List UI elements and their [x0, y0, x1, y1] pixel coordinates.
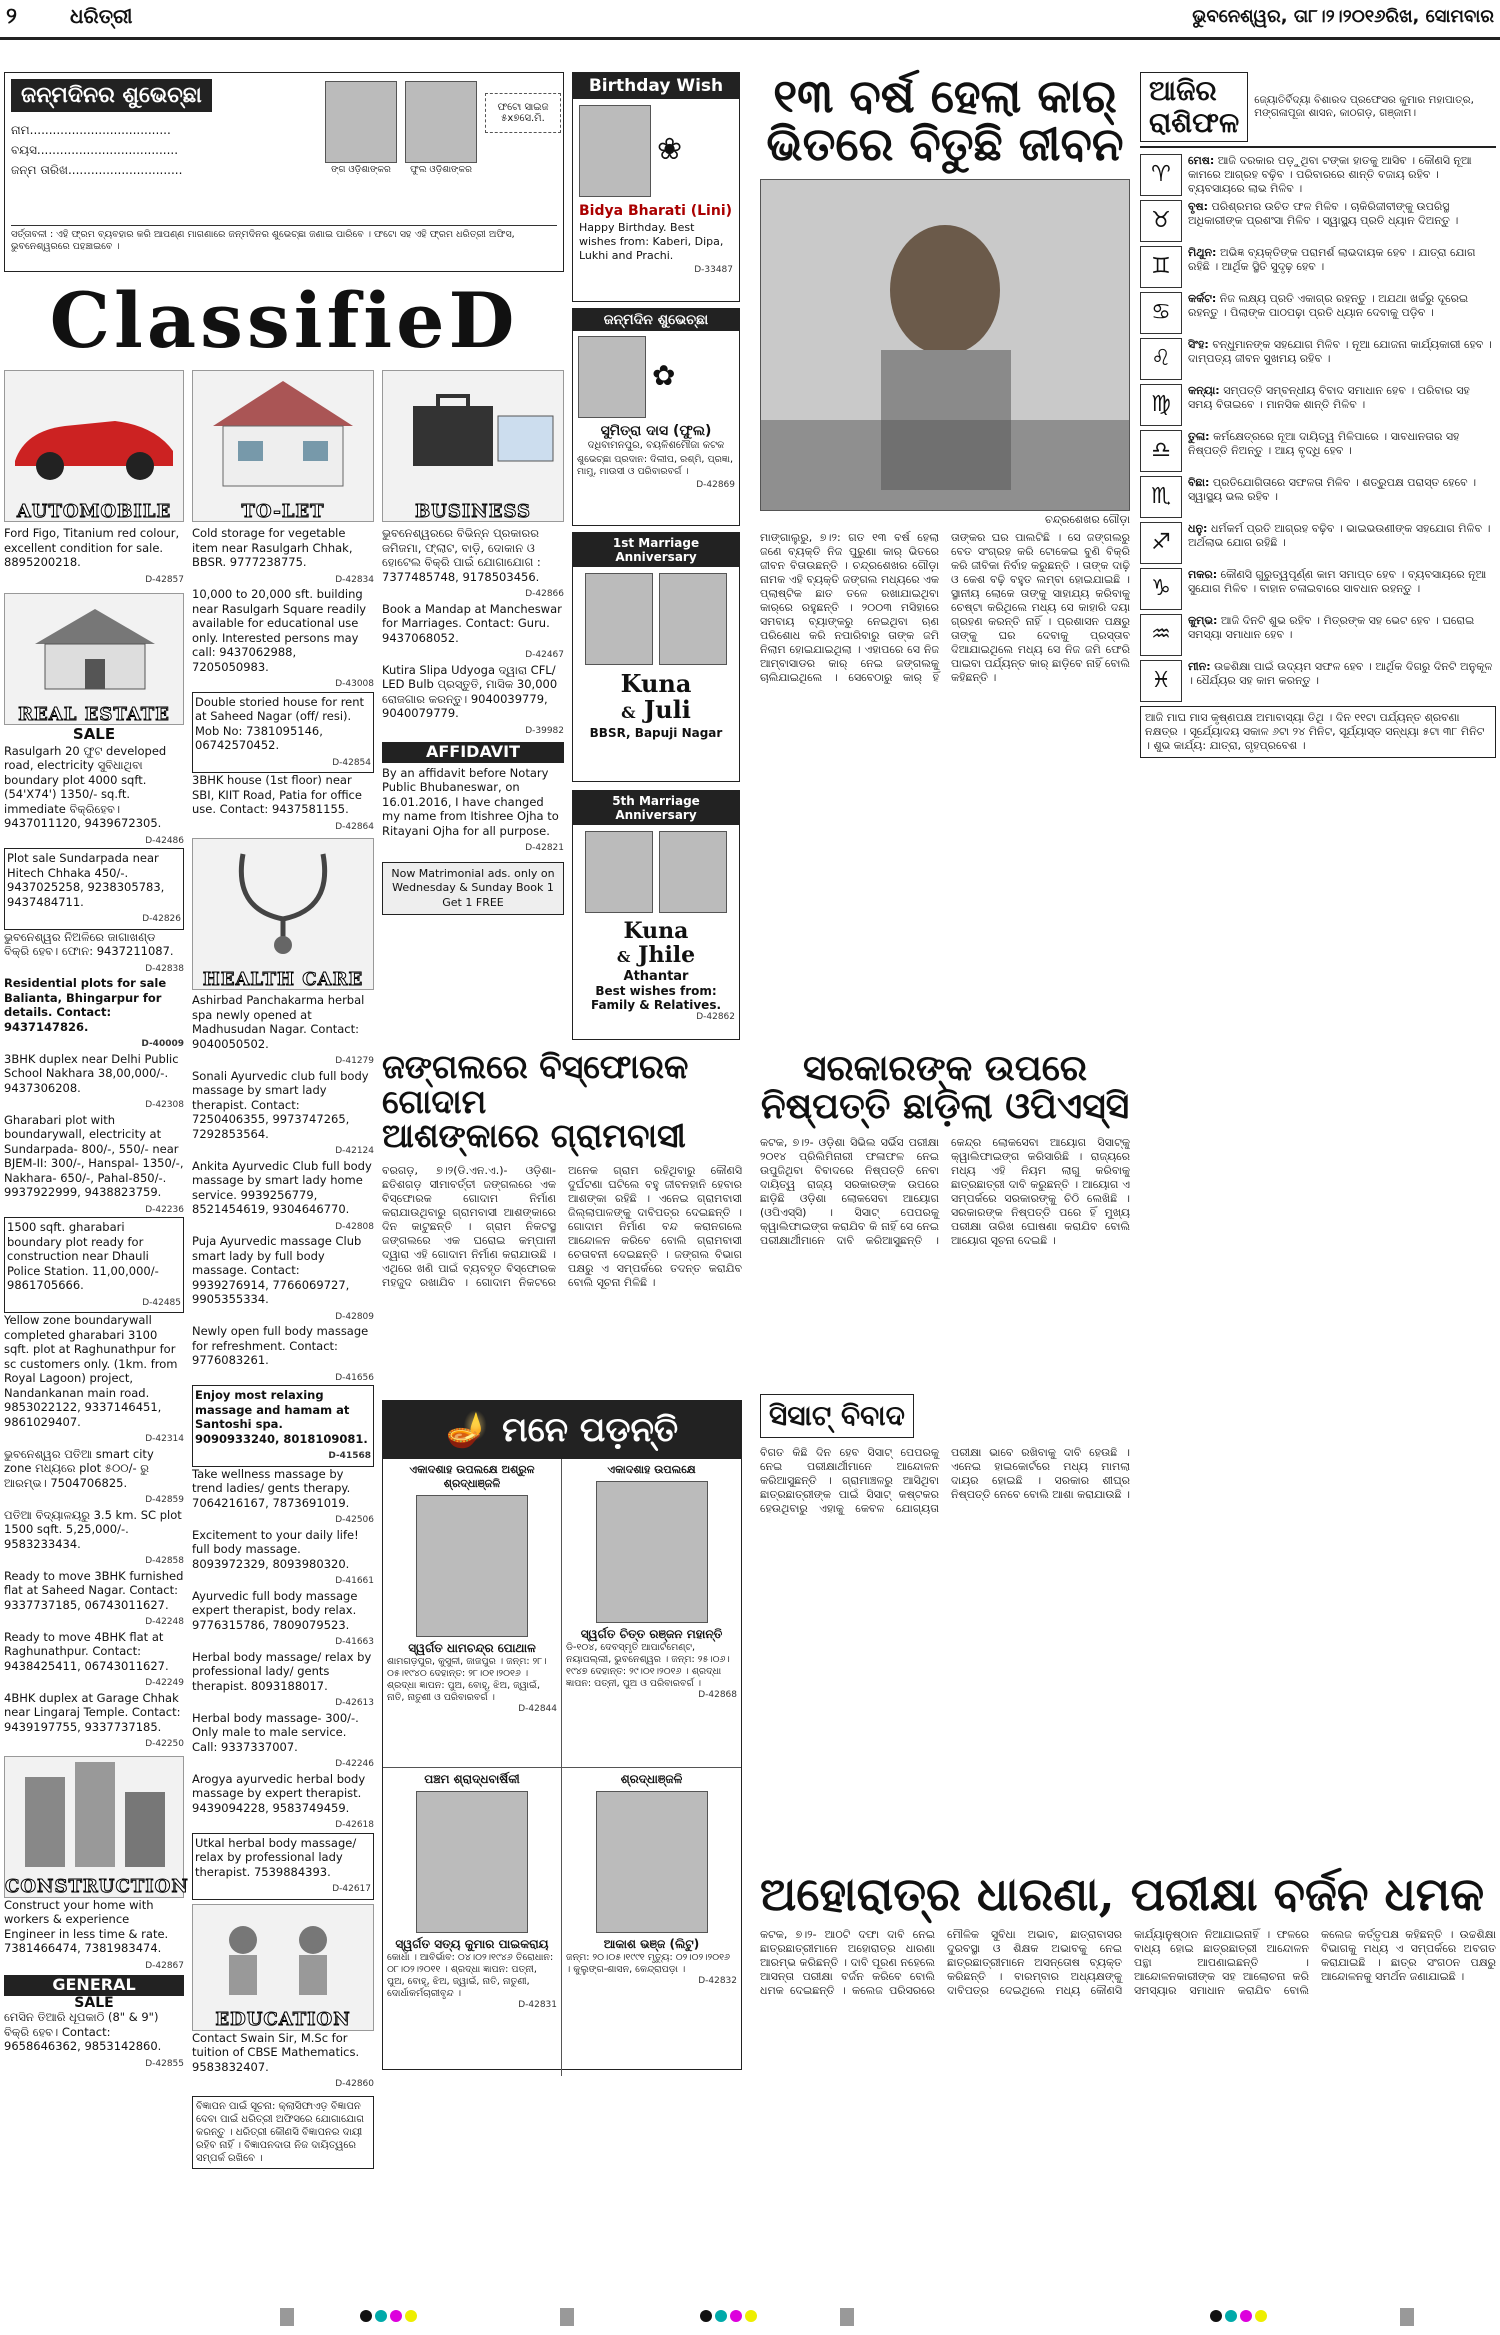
anniversary-1-title: 1st Marriage Anniversary [573, 533, 739, 567]
anniv2-wishes: Best wishes from: Family & Relatives. [590, 984, 722, 1012]
business-label: BUSINESS [414, 500, 532, 522]
anniv1-name-1: Kuna [620, 669, 692, 698]
classified-column-1 [4, 370, 189, 2290]
janmadina-box: ଜନ୍ମଦିନ ଶୁଭେଚ୍ଛା ✿ ସୁମିତ୍ରା ଦାସ (ଫୁଲ) ଦଧିବାମନପୁର, ବୟଳିଶମୌଜା କଟକ ଶୁଭେଚ୍ଛା ପ୍ରଦାନ: ଦିଲୀପ, ରଶ୍ମି, ପ୍ରଜ୍ଞା, ମାମୁ, ମାଉସୀ ଓ ପରିବାରବର୍ଗ । D-42869 [572, 308, 740, 526]
list-item: Kutira Slipa Udyoga ଦ୍ୱାରା CFL/ LED Bulb ପ୍ରସ୍ତୁତି, ମାସିକ 30,000 ରୋଜଗାର କରନ୍ତୁ। 9040039779, 9040079779. D-39982 [382, 662, 564, 736]
list-item: 4BHK duplex at Garage Chhak near Lingaraj Temple. Contact: 9439197755, 9337737185. D-42250 [4, 1690, 184, 1749]
horoscope-sign [1140, 338, 1496, 380]
list-item: Plot sale Sundarpada near Hitech Chhaka 450/-. 9437025258, 9238305783, 9437484711. D-42826 [4, 848, 184, 930]
list-item: Ayurvedic full body massage expert therapist, body relax. 9776315786, 7809079523. D-41663 [192, 1588, 374, 1647]
business-image [382, 370, 564, 522]
list-item: Ready to move 4BHK flat at Raghunathpur. Contact: 9438425411, 06743011627. D-42249 [4, 1629, 184, 1688]
general-heading: GENERAL [4, 1975, 184, 1996]
sign-name: ଧନୁ: [1188, 522, 1208, 535]
story-opsc-headline-2: ନିଷ୍ପତ୍ତି ଛାଡ଼ିଲା ଓପିଏସ୍‌ସି [760, 1084, 1130, 1127]
color-dots [1210, 2310, 1267, 2322]
janmadina-title: ଜନ୍ମଦିନ ଶୁଭେଚ୍ଛା [573, 309, 739, 331]
sign-name: କୁମ୍ଭ: [1188, 614, 1218, 627]
story-car-life [760, 69, 1130, 1032]
matrimonial-note: Now Matrimonial ads. only on Wednesday & Sunday Book 1 Get 1 FREE [382, 862, 564, 916]
janmadina-wishers: ଶୁଭେଚ୍ଛା ପ୍ରଦାନ: ଦିଲୀପ, ରଶ୍ମି, ପ୍ରଜ୍ଞା, ମାମୁ, ମାଉସୀ ଓ ପରିବାରବର୍ଗ । [577, 454, 734, 477]
form-field-dob[interactable]: ଜନ୍ମ ତାରିଖ.............................. [11, 163, 183, 177]
list-item: Arogya ayurvedic herbal body massage by expert therapist. 9439094228, 9583749459. D-42618 [192, 1771, 374, 1830]
sale-heading: SALE [72, 725, 116, 743]
horoscope [1140, 72, 1496, 1552]
horoscope-footer: ଆଜି ମାଘ ମାସ କୃଷ୍ଣପକ୍ଷ ଅମାବାସ୍ୟା ତିଥି । ଦିନ ୧୧ଟା ପର୍ଯ୍ୟନ୍ତ ଶ୍ରବଣା ନକ୍ଷତ୍ର । ସୂର୍ଯ୍ୟୋଦୟ ସକାଳ ୬ଟା ୨୪ ମିନିଟ, ସୂର୍ଯ୍ୟାସ୍ତ ସନ୍ଧ୍ୟା ୫ଟା ୩୮ ମିନିଟ । ଶୁଭ କାର୍ଯ୍ୟ: ଯାତ୍ରା, ଗୃହପ୍ରବେଶ । [1140, 706, 1496, 758]
horoscope-sign [1140, 614, 1496, 656]
sign-text: ଆଜି ଦିନଟି ଶୁଭ ରହିବ । ମିତ୍ରଙ୍କ ସହ ଭେଟ ହେବ । ଘରୋଇ ସମସ୍ୟା ସମାଧାନ ହେବ । [1188, 614, 1475, 641]
classified-column-2 [192, 370, 374, 2290]
construction-label: CONSTRUCTION [5, 1876, 189, 1897]
sign-text: ଆଜି ଦରକାର ପଡ଼ୁଥିବା ଟଙ୍କା ହାତକୁ ଆସିବ । କୌଣସି ନୂଆ କାମରେ ଆଗ୍ରହ ବଢ଼ିବ । ପରିବାରରେ ଶାନ୍ତି ବଜାୟ ରହିବ । ବ୍ୟବସାୟରେ ଲାଭ ମିଳିବ । [1188, 154, 1472, 195]
obituary-card: ଏକାଦଶାହ ଉପଲକ୍ଷେ ଅଶ୍ରୁଳ ଶ୍ରଦ୍ଧାଞ୍ଜଳି ସ୍ୱର୍ଗତ ଧାମଚନ୍ଦ୍ର ପୋଥାଳ ଶାମଗଡ଼ପୁର, କୁସୁଳୀ, ଜାଜପୁର । ଜନ୍ମ: ୨୮।୦୫।୧୯୪୦ ଦେହାନ୍ତ: ୨୮।୦୧।୨୦୧୬ । ଶ୍ରଦ୍ଧା ଜ୍ଞାପନ: ପୁଅ, ବୋହୂ, ଝିଅ, ଜ୍ୱାଇଁ, ନାତି, ନାତୁଣୀ ଓ ପରିବାରବର୍ଗ । D-42844 [383, 1459, 562, 1767]
story-opsc-body-2: ବିଗତ କିଛି ଦିନ ହେବ ସିସାଟ୍ ପେପରକୁ ନେଇ ପରୀକ୍ଷାର୍ଥୀମାନେ ଆନ୍ଦୋଳନ କରିଆସୁଛନ୍ତି । ଗ୍ରାମାଞ୍ଚଳରୁ ଆସିଥିବା ଛାତ୍ରଛାତ୍ରୀଙ୍କ ପାଇଁ ସିସାଟ୍ କଷ୍ଟକର ହେଉଥିବାରୁ ଏହାକୁ କେବଳ ଯୋଗ୍ୟତା ପରୀକ୍ଷା ଭାବେ ରଖିବାକୁ ଦାବି ହେଉଛି । ଏନେଇ ହାଇକୋର୍ଟରେ ମଧ୍ୟ ମାମଲା ଦାୟର ହୋଇଛି । ସରକାର ଶୀଘ୍ର ନିଷ୍ପତ୍ତି ନେବେ ବୋଲି ଆଶା କରାଯାଉଛି । [760, 1445, 1130, 1515]
story-car-photo [760, 179, 1130, 511]
form-field-age[interactable]: ବୟସ..................................... [11, 143, 179, 157]
horoscope-sign [1140, 384, 1496, 426]
list-item: Contact Swain Sir, M.Sc for tuition of CBSE Mathematics. 9583832407. D-42860 [192, 2030, 374, 2089]
sign-name: ମକର: [1188, 568, 1218, 581]
horoscope-sign [1140, 522, 1496, 564]
story-dharana-headline: ଅହୋରାତ୍ର ଧାରଣା, ପରୀକ୍ଷା ବର୍ଜନ ଧମକ [760, 1867, 1485, 1921]
form-photo-2 [405, 81, 477, 163]
general-sale-heading: SALE [74, 1994, 114, 2011]
sign-name: ମେଷ: [1188, 154, 1215, 167]
bride-photo [659, 573, 727, 665]
list-item: ଭୁବନେଶ୍ୱରରେ ବିଭିନ୍ନ ପ୍ରକାରର ଜମିଜମା, ଫ୍ଲାଟ, ବାଡ଼ି, ଦୋକାନ ଓ ହୋଟେଲ ବିକ୍ରି ପାଇଁ ଯୋଗାଯୋଗ : 7377485748, 9178503456. D-42866 [382, 526, 564, 599]
flower-icon: ❀ [657, 132, 683, 167]
car-icon [5, 371, 183, 491]
story-car-body: ମାଙ୍ଗାଲୁରୁ, ୭।୨: ଗତ ୧୩ ବର୍ଷ ହେଲା ଜଣେ ବ୍ୟକ୍ତି ନିଜ ପୁରୁଣା କାର୍ ଭିତରେ ଜୀବନ ବିତାଉଛନ୍ତି । ଚନ୍ଦ୍ରଶେଖର ଗୌଡ଼ା ନାମକ ଏହି ବ୍ୟକ୍ତି ଜଙ୍ଗଲ ମଧ୍ୟରେ ଏକ ପ୍ଲାଷ୍ଟିକ ଛାତ ତଳେ ରଖାଯାଇଥିବା କାର୍‌ରେ ରହୁଛନ୍ତି । ୨୦୦୩ ମସିହାରେ ସମବାୟ ବ୍ୟାଙ୍କରୁ ନେଇଥିବା ଋଣ ପରିଶୋଧ କରି ନପାରିବାରୁ ତାଙ୍କ ଜମି ନିଲାମ ହୋଇଯାଇଥିଲା । ଏହାପରେ ସେ ନିଜ ଆମ୍ବାସାଡର କାର୍ ନେଇ ଜଙ୍ଗଲକୁ ଚାଲିଯାଇଥିଲେ । ସେବେଠାରୁ କାର୍ ହିଁ ତାଙ୍କର ଘର ପାଲଟିଛି । ସେ ଜଙ୍ଗଲରୁ ବେତ ସଂଗ୍ରହ କରି ଟୋକେଇ ବୁଣି ବିକ୍ରି କରି ଜୀବିକା ନିର୍ବାହ କରୁଛନ୍ତି । ତାଙ୍କ ଦାଢ଼ି ଓ କେଶ ବଢ଼ି ବହୁତ ଲମ୍ବା ହୋଇଯାଇଛି । ସ୍ଥାନୀୟ ଲୋକେ ତାଙ୍କୁ ସାହାଯ୍ୟ କରିବାକୁ ଚେଷ୍ଟା କରିଥିଲେ ମଧ୍ୟ ସେ କାହାରି ଦୟା ଗ୍ରହଣ କରନ୍ତି ନାହିଁ । ପ୍ରଶାସନ ପକ୍ଷରୁ ତାଙ୍କୁ ଘର ଦେବାକୁ ପ୍ରସ୍ତାବ ଦିଆଯାଇଥିଲେ ମଧ୍ୟ ସେ ନିଜ ଜମି ଫେରି ପାଇବା ପର୍ଯ୍ୟନ୍ତ କାର୍ ଛାଡ଼ିବେ ନାହିଁ ବୋଲି କହିଛନ୍ତି । [760, 530, 1130, 684]
list-item: Take wellness massage by trend ladies/ gents therapy. 7064216167, 7873691019. D-42506 [192, 1466, 374, 1525]
zodiac-icon: ♉ [1140, 200, 1182, 242]
anniv2-name-2: Jhile [638, 942, 696, 968]
registration-bar [280, 2308, 294, 2326]
man-in-car-icon [761, 180, 1129, 510]
sign-text: ପରିଶ୍ରମର ଉଚିତ ଫଳ ମିଳିବ । ଚାକିରିଜୀବୀଙ୍କୁ ଉପରିସ୍ଥ ଅଧିକାରୀଙ୍କ ପ୍ରଶଂସା ମିଳିବ । ସ୍ୱାସ୍ଥ୍ୟ ପ୍ରତି ଧ୍ୟାନ ଦିଅନ୍ତୁ । [1188, 200, 1459, 227]
obituary-banner: ମନେ ପଡ଼ନ୍ତି [502, 1410, 679, 1450]
zodiac-icon: ♒ [1140, 614, 1182, 656]
education-image [192, 1904, 374, 2031]
sign-name: ମିଥୁନ: [1188, 246, 1217, 259]
form-field-name[interactable]: ନାମ..................................... [11, 123, 171, 137]
registration-bar [560, 2308, 574, 2326]
list-item: By an affidavit before Notary Public Bhubaneswar, on 16.01.2016, I have changed my name from Itishree Ojha to Ritayani Ojha for all purpose. D-42821 [382, 765, 564, 853]
flower-icon: ✿ [652, 359, 676, 392]
affidavit-heading: AFFIDAVIT [382, 742, 564, 763]
page-header [0, 0, 1500, 40]
horoscope-sign [1140, 246, 1496, 288]
birthday-name: Bidya Bharati (Lini) [579, 203, 733, 219]
list-item: Sonali Ayurvedic club full body massage by smart lady therapist. Contact: 7250406355, 9973747265, 7292853564. D-42124 [192, 1068, 374, 1156]
anniv1-amp: & [621, 703, 636, 722]
obituary-photo [596, 1791, 708, 1933]
zodiac-icon: ♋ [1140, 292, 1182, 334]
automobile-image [4, 370, 184, 522]
birthday-wish-title: Birthday Wish [573, 73, 739, 99]
obituary-photo [416, 1791, 528, 1933]
story-opsc-headline-1: ସରକାରଙ୍କ ଉପରେ [802, 1047, 1088, 1089]
real-estate-label: REAL ESTATE [18, 703, 170, 725]
sign-name: ସିଂହ: [1188, 338, 1209, 351]
horoscope-sign [1140, 568, 1496, 610]
obituary-card: ପଞ୍ଚମ ଶ୍ରାଦ୍ଧବାର୍ଷିକୀ ସ୍ୱର୍ଗତ ସତ୍ୟ କୁମାର ପାଇକରାୟ କୋର୍ଧା । ଆବିର୍ଭାବ: ୦୪।୦୨।୧୯୪୬ ତିରୋଧାନ: ୦୮।୦୨।୨୦୧୧ । ଶ୍ରଦ୍ଧା ଜ୍ଞାପନ: ପତ୍ନୀ, ପୁଅ, ବୋହୂ, ଝିଅ, ଜ୍ୱାଇଁ, ନାତି, ନାତୁଣୀ, ଦୋର୍ଧାକର୍ମଚାରୀବୃନ୍ଦ । D-42831 [383, 1767, 562, 2076]
health-care-image [192, 838, 374, 990]
story-explosive-headline-1: ଜଙ୍ଗଲରେ ବିସ୍ଫୋରକ ଗୋଦାମ [382, 1047, 689, 1121]
janmadina-photo [578, 336, 646, 418]
photo-size-note: ଫଟୋ ସାଇଜ ୫x୭ସେ.ମି. [485, 93, 561, 133]
sign-name: ବିଛା: [1188, 476, 1210, 489]
story-opsc [760, 1047, 1130, 1830]
list-item: Ankita Ayurvedic Club full body massage by smart lady home service. 9939256779, 8521454619, 9304646770. D-42808 [192, 1158, 374, 1232]
list-item: Construct your home with workers & experience Engineer in less time & rate. 7381466474, 7381983474. D-42867 [4, 1897, 184, 1971]
list-item: ମେସିନ ତିଆରି ଧୂପକାଠି (8" & 9") ବିକ୍ରି ହେବ। Contact: 9658646362, 9853142860. D-42855 [4, 2010, 184, 2069]
list-item: 1500 sqft. gharabari boundary plot ready for construction near Dhauli Police Station. 11,00,000/- 9861705666. D-42485 [4, 1217, 184, 1313]
birthday-wish-box [572, 72, 740, 302]
list-item: Rasulgarh 20 ଫୁଟ developed road, electricity ସୁବିଧାଥିବା boundary plot 4000 sqft. (54'X74') 1350/- sq.ft. immediate ବିକ୍ରିହେବ। 9437011120, 9439672305. D-42486 [4, 743, 184, 846]
students-icon [193, 1905, 373, 2005]
form-footer-note: ସର୍ତ୍ତାବଳୀ : ଏହି ଫ୍ରମ ବ୍ୟବହାର କରି ଆପଣ୍ଣ ମାଗଣାରେ ଜନ୍ମଦିନର ଶୁଭେଚ୍ଛା ଜଣାଇ ପାରିବେ । ଫଟୋ ସହ ଏହି ଫ୍ରମ ଧରିତ୍ରୀ ଅଫିସ, ଭୁବନେଶ୍ୱରରେ ପହଞ୍ଚାଇବେ । [11, 225, 557, 253]
birthday-code: D-33487 [694, 265, 733, 275]
zodiac-icon: ♓ [1140, 660, 1182, 702]
education-label: EDUCATION [215, 2009, 351, 2030]
classified-logo: ClassifieD [49, 276, 519, 365]
horoscope-title: ଆଜିର ରାଶିଫଳ [1140, 72, 1248, 142]
list-item: 3BHK house (1st floor) near SBI, KIIT Road, Patia for office use. Contact: 9437581155. D-42864 [192, 773, 374, 832]
lamp-icon: 🪔 [445, 1410, 489, 1450]
story-dharana [760, 1867, 1496, 2290]
list-item: 3BHK duplex near Delhi Public School Nakhara 38,00,000/-. 9437306208. D-42308 [4, 1051, 184, 1110]
list-item: Double storied house for rent at Saheed Nagar (off/ resi). Mob No: 7381095146, 06742570452. D-42854 [192, 692, 374, 774]
classified-column-3 [382, 370, 564, 990]
list-item: Enjoy most relaxing massage and hamam at Santoshi spa. 9090933240, 8018109081. D-41568 [192, 1385, 374, 1467]
horoscope-astrologer: ଜ୍ୟୋତିର୍ବିଦ୍ୟା ବିଶାରଦ ପ୍ରଫେସର କୁମାର ମହାପାତ୍ର, ମଙ୍ଗଳାପୂଜା ଶାସନ, କାଠଗଡ଼, ଗଞ୍ଜାମ। [1254, 94, 1474, 119]
story-opsc-body: କଟକ, ୭।୨- ଓଡ଼ିଶା ସିଭିଲ ସର୍ଭିସ ପରୀକ୍ଷା ୨୦୧୪ ପ୍ରିଲିମିନାରୀ ଫଳାଫଳ ନେଇ ଉପୁଜିଥିବା ବିବାଦରେ ନିଷ୍ପତ୍ତି ନେବା ଦାୟିତ୍ୱ ରାଜ୍ୟ ସରକାରଙ୍କ ଉପରେ ଛାଡ଼ିଛି ଓଡ଼ିଶା ଲୋକସେବା ଆୟୋଗ (ଓପିଏସ୍‌ସି) । ସିସାଟ୍ ପେପରକୁ କ୍ୱାଲିଫାଇଙ୍ଗ କରାଯିବ କି ନାହିଁ ସେ ନେଇ ପରୀକ୍ଷାର୍ଥୀମାନେ ଦାବି କରିଆସୁଛନ୍ତି । କେନ୍ଦ୍ର ଲୋକସେବା ଆୟୋଗ ସିସାଟ୍‌କୁ କ୍ୱାଲିଫାଇଙ୍ଗ କରିସାରିଛି । ରାଜ୍ୟରେ ମଧ୍ୟ ଏହି ନିୟମ ଲାଗୁ କରିବାକୁ ଛାତ୍ରଛାତ୍ରୀ ଦାବି କରୁଛନ୍ତି । ଆୟୋଗ ଏ ସମ୍ପର୍କରେ ସରକାରଙ୍କୁ ଚିଠି ଲେଖିଛି । ସରକାରଙ୍କ ନିଷ୍ପତ୍ତି ପରେ ହିଁ ମୁଖ୍ୟ ପରୀକ୍ଷା ତାରିଖ ଘୋଷଣା କରାଯିବ ବୋଲି ଆୟୋଗ ସୂଚନା ଦେଇଛି । [760, 1135, 1130, 1247]
color-dots [360, 2310, 417, 2322]
horoscope-sign [1140, 200, 1496, 242]
zodiac-icon: ♏ [1140, 476, 1182, 518]
anniv2-amp: & [616, 948, 631, 966]
zodiac-icon: ♎ [1140, 430, 1182, 472]
sign-text: ପ୍ରତିଯୋଗିତାରେ ସଫଳତା ମିଳିବ । ଶତ୍ରୁପକ୍ଷ ପରାସ୍ତ ହେବେ । ସ୍ୱାସ୍ଥ୍ୟ ଭଲ ରହିବ । [1188, 476, 1477, 503]
list-item: Cold storage for vegetable item near Rasulgarh Chhak, BBSR. 9777238775. D-42834 [192, 526, 374, 585]
zodiac-icon: ♈ [1140, 154, 1182, 196]
story-opsc-subhead: ସିସାଟ୍ ବିବାଦ [760, 1394, 914, 1438]
list-item: Gharabari plot with boundarywall, electricity at Sundarpada- 800/-, 550/- near BJEM-II: 300/-, Hanspal- 1350/-, Nakhara- 650/-, Pahal-850/-. 9937922999, 9438823759. D-42236 [4, 1112, 184, 1215]
sign-name: କର୍କଟ: [1188, 292, 1217, 305]
anniv2-name-1: Kuna [623, 918, 689, 944]
form-photo-1 [325, 81, 397, 163]
story-explosive-godown [382, 1047, 742, 1390]
bride-photo [659, 831, 727, 913]
tolet-image [192, 370, 374, 522]
sign-text: ଅଭିଜ୍ଞ ବ୍ୟକ୍ତିଙ୍କ ପରାମର୍ଶ ଲାଭଦାୟକ ହେବ । ଯାତ୍ରା ଯୋଗ ରହିଛି । ଆର୍ଥିକ ସ୍ଥିତି ସୁଦୃଢ଼ ହେବ । [1188, 246, 1476, 273]
list-item: Book a Mandap at Mancheswar for Marriages. Contact: Guru. 9437068052. D-42467 [382, 601, 564, 660]
anniv1-place: BBSR, Bapuji Nagar [589, 726, 723, 740]
list-item: Herbal body massage/ relax by professional lady/ gents therapist. 8093188017. D-42613 [192, 1649, 374, 1708]
list-item: 10,000 to 20,000 sft. building near Rasulgarh Square readily available for educational use only. Interested persons may call: 9437062988, 7205050983. D-43008 [192, 587, 374, 689]
horoscope-sign [1140, 292, 1496, 334]
sign-name: କନ୍ୟା: [1188, 384, 1220, 397]
health-care-label: HEALTH CARE [202, 968, 364, 990]
janmadina-name: ସୁମିତ୍ରା ଦାସ (ଫୁଲ) [600, 423, 712, 439]
birthday-photo [579, 105, 651, 197]
paper-name: ଧରିତ୍ରୀ [70, 4, 133, 28]
anniversary-1-box [572, 532, 740, 782]
birthday-text: Happy Birthday. Best wishes from: Kaberi, Dipa, Lukhi and Prachi. [579, 221, 724, 262]
zodiac-icon: ♑ [1140, 568, 1182, 610]
horoscope-sign [1140, 476, 1496, 518]
sign-text: ନିଜ ଲକ୍ଷ୍ୟ ପ୍ରତି ଏକାଗ୍ର ରହନ୍ତୁ । ଅଯଥା ଖର୍ଚ୍ଚରୁ ଦୂରେଇ ରହନ୍ତୁ । ପିଲାଙ୍କ ପାଠପଢ଼ା ପ୍ରତି ଧ୍ୟାନ ଦେବାକୁ ପଡ଼ିବ । [1188, 292, 1469, 319]
briefcase-icon [383, 371, 563, 491]
list-item: Herbal body massage- 300/-. Only male to male service. Call: 9337337007. D-42246 [192, 1710, 374, 1769]
list-item: Residential plots for sale Balianta, Bhingarpur for details. Contact: 9437147826. D-40009 [4, 976, 184, 1049]
obituary-section [382, 1400, 742, 2070]
sign-text: କର୍ମକ୍ଷେତ୍ରରେ ନୂଆ ଦାୟିତ୍ୱ ମିଳିପାରେ । ସାବଧାନତାର ସହ ନିଷ୍ପତ୍ତି ନିଅନ୍ତୁ । ଆୟ ବୃଦ୍ଧି ହେବ । [1188, 430, 1460, 457]
anniversary-2-title: 5th Marriage Anniversary [573, 791, 739, 825]
form-photo-1-caption: ଙ୍ଗ ଓଡ଼ିଶାଙ୍କର [331, 165, 391, 175]
list-item: ଭୁବନେଶ୍ୱର ପତିଆ smart city zone ମଧ୍ୟରେ plot ୫୦୦/- ରୁ ଆରମ୍ଭ। 7504706825. D-42859 [4, 1446, 184, 1505]
horoscope-sign [1140, 154, 1496, 196]
groom-photo [585, 831, 653, 913]
list-item: Ready to move 3BHK furnished flat at Saheed Nagar. Contact: 9337737185, 06743011627. D-42248 [4, 1568, 184, 1627]
anniv2-place: Athantar [623, 969, 689, 984]
real-estate-image [4, 593, 184, 725]
birthday-greeting-form [4, 72, 564, 272]
horoscope-sign [1140, 660, 1496, 702]
sign-text: ସମ୍ପତ୍ତି ସମ୍ବନ୍ଧୀୟ ବିବାଦ ସମାଧାନ ହେବ । ପରିବାର ସହ ସମୟ ବିତାଇବେ । ମାନସିକ ଶାନ୍ତି ମିଳିବ । [1188, 384, 1470, 411]
obituary-photo [416, 1495, 528, 1637]
horoscope-sign [1140, 430, 1496, 472]
stethoscope-icon [193, 839, 373, 959]
list-item: Puja Ayurvedic massage Club smart lady by full body massage. Contact: 9939276914, 7766069727, 9905355334. D-42809 [192, 1234, 374, 1322]
sign-text: ବନ୍ଧୁମାନଙ୍କ ସହଯୋଗ ମିଳିବ । ନୂଆ ଯୋଜନା କାର୍ଯ୍ୟକାରୀ ହେବ । ଦାମ୍ପତ୍ୟ ଜୀବନ ସୁଖମୟ ରହିବ । [1188, 338, 1492, 365]
sign-name: ତୁଳା: [1188, 430, 1210, 443]
list-item: Newly open full body massage for refreshment. Contact: 9776083261. D-41656 [192, 1324, 374, 1383]
sign-name: ମୀନ: [1188, 660, 1211, 673]
color-dots [700, 2310, 757, 2322]
story-car-photo-caption: ଚନ୍ଦ୍ରଶେଖର ଗୌଡ଼ା [1044, 512, 1130, 526]
sign-name: ବୃଷ: [1188, 200, 1209, 213]
list-item: Ford Figo, Titanium red colour, excellent condition for sale. 8895200218. D-42857 [4, 526, 184, 585]
form-title: ଜନ୍ମଦିନର ଶୁଭେଚ୍ଛା [11, 79, 212, 112]
zodiac-icon: ♐ [1140, 522, 1182, 564]
zodiac-icon: ♌ [1140, 338, 1182, 380]
anniversary-2-box: 5th Marriage Anniversary Kuna & Jhile Athantar Best wishes from: Family & Relatives. D-42862 [572, 790, 740, 1040]
automobile-label: AUTOMOBILE [16, 500, 172, 522]
zodiac-icon: ♊ [1140, 246, 1182, 288]
story-explosive-headline-2: ଆଶଙ୍କାରେ ଗ୍ରାମବାସୀ [382, 1116, 686, 1156]
construction-image [4, 1756, 189, 1898]
sign-text: ଉଚ୍ଚଶିକ୍ଷା ପାଇଁ ଉଦ୍ୟମ ସଫଳ ହେବ । ଆର୍ଥିକ ଦିଗରୁ ଦିନଟି ଅନୁକୂଳ । ଧୈର୍ଯ୍ୟର ସହ କାମ କରନ୍ତୁ । [1188, 660, 1493, 687]
form-photo-2-caption: ଫୁଲ ଓଡ଼ିଶାଙ୍କର [410, 165, 472, 175]
house-icon [5, 594, 183, 694]
ad-rates-note: ବିଜ୍ଞାପନ ପାଇଁ ସୂଚନା: କ୍ଲାସିଫାଏଡ଼ ବିଜ୍ଞାପନ ଦେବା ପାଇଁ ଧରିତ୍ରୀ ଅଫିସରେ ଯୋଗାଯୋଗ କରନ୍ତୁ । ଧରିତ୍ରୀ କୌଣସି ବିଜ୍ଞାପନର ଦାୟୀ ରହିବ ନାହିଁ । ବିଜ୍ଞାପନଦାତା ନିଜ ଦାୟିତ୍ୱରେ ସମ୍ପର୍କ ରଖିବେ । [192, 2096, 374, 2169]
list-item: Ashirbad Panchakarma herbal spa newly opened at Madhusudan Nagar. Contact: 9040050502. D-41279 [192, 993, 374, 1066]
story-explosive-body: ବରଗଡ଼, ୭।୨(ଡି.ଏନ.ଏ.)- ଓଡ଼ିଶା-ଛତିଶଗଡ଼ ସୀମାବର୍ତ୍ତୀ ଜଙ୍ଗଲରେ ଏକ ବିସ୍ଫୋରକ ଗୋଦାମ ନିର୍ମାଣ କରାଯାଉଥିବାରୁ ଗ୍ରାମବାସୀ ଆଶଙ୍କାରେ ଦିନ କାଟୁଛନ୍ତି । ଗ୍ରାମ ନିକଟସ୍ଥ ଜଙ୍ଗଲରେ ଏକ ଘରୋଇ କମ୍ପାନୀ ଦ୍ୱାରା ଏହି ଗୋଦାମ ନିର୍ମାଣ କରାଯାଉଛି । ଏଥିରେ ଖଣି ପାଇଁ ବ୍ୟବହୃତ ବିସ୍ଫୋରକ ମହଜୁଦ ରଖାଯିବ । ଗୋଦାମ ନିକଟରେ ଅନେକ ଗ୍ରାମ ରହିଥିବାରୁ କୌଣସି ଦୁର୍ଘଟଣା ଘଟିଲେ ବହୁ ଜୀବନହାନି ହେବାର ଆଶଙ୍କା ରହିଛି । ଏନେଇ ଗ୍ରାମବାସୀ ଜିଲ୍ଲାପାଳଙ୍କୁ ଦାବିପତ୍ର ଦେଇଛନ୍ତି । ଗୋଦାମ ନିର୍ମାଣ ବନ୍ଦ କରାନଗଲେ ଆନ୍ଦୋଳନ କରିବେ ବୋଲି ଗ୍ରାମବାସୀ ଚେତାବନୀ ଦେଇଛନ୍ତି । ଜଙ୍ଗଲ ବିଭାଗ ପକ୍ଷରୁ ଏ ସମ୍ପର୍କରେ ତଦନ୍ତ କରାଯିବ ବୋଲି ସୂଚନା ମିଳିଛି । [382, 1163, 742, 1289]
tolet-label: TO-LET [241, 500, 325, 522]
janmadina-place: ଦଧିବାମନପୁର, ବୟଳିଶମୌଜା କଟକ [587, 440, 725, 451]
sign-text: ଧର୍ମକର୍ମ ପ୍ରତି ଆଗ୍ରହ ବଢ଼ିବ । ଭାଇଭଉଣୀଙ୍କ ସହଯୋଗ ମିଳିବ । ଅର୍ଥଲାଭ ଯୋଗ ରହିଛି । [1188, 522, 1491, 549]
story-car-headline: ୧୩ ବର୍ଷ ହେଲା କାର୍ ଭିତରେ ବିତୁଛି ଜୀବନ [766, 69, 1124, 172]
list-item: Yellow zone boundarywall completed gharabari 3100 sqft. plot at Raghunathpur for sc customers only. (1km. from Royal Lagoon) project, Nandankanan main road. 9853022122, 9337146451, 9861029407. D-42314 [4, 1313, 184, 1444]
dateline: ଭୁବନେଶ୍ୱର, ତା୮।୨।୨୦୧୬ରିଖ, ସୋମବାର [1192, 6, 1494, 27]
page-number: ୨ [6, 4, 17, 29]
zodiac-icon: ♍ [1140, 384, 1182, 426]
list-item: Utkal herbal body massage/ relax by professional lady therapist. 7539884393. D-42617 [192, 1833, 374, 1900]
anniv1-name-2: Juli [643, 695, 691, 724]
registration-bar [840, 2308, 854, 2326]
house-icon [193, 371, 373, 491]
list-item: ଭୁବନେଶ୍ୱର ନିଅଳିରେ ଜାଗାଖଣ୍ଡ ବିକ୍ରି ହେବ। ଫୋନ: 9437211087. D-42838 [4, 929, 184, 974]
building-icon [5, 1757, 183, 1867]
obituary-card: ଏକାଦଶାହ ଉପଲକ୍ଷେ ସ୍ୱର୍ଗତ ଚିତ୍ତ ରଞ୍ଜନ ମହାନ୍ତି ଡି-୧୦୪, ଦେବସ୍ମୃତି ଆପାର୍ଟମେଣ୍ଟ, ନୟାପଲ୍ଲୀ, ଭୁବନେଶ୍ୱର । ଜନ୍ମ: ୨୫।୦୬।୧୯୪୭ ଦେହାନ୍ତ: ୨୯।୦୧।୨୦୧୬ । ଶ୍ରଦ୍ଧା ଜ୍ଞାପନ: ପତ୍ନୀ, ପୁଅ ଓ ପରିବାରବର୍ଗ । D-42868 [566, 1463, 737, 1700]
sign-text: କୌଣସି ଗୁରୁତ୍ୱପୂର୍ଣ୍ଣ କାମ ସମାପ୍ତ ହେବ । ବ୍ୟବସାୟରେ ନୂଆ ସୁଯୋଗ ମିଳିବ । ବାହାନ ଚଳାଇବାରେ ସାବଧାନ ରହନ୍ତୁ । [1188, 568, 1487, 595]
list-item: Excitement to your daily life! full body massage. 8093972329, 8093980320. D-41661 [192, 1527, 374, 1586]
obituary-card: ଶ୍ରଦ୍ଧାଞ୍ଜଳି ଆକାଶ ଭଞ୍ଜ (ଲିଟୁ) ଜନ୍ମ: ୨୦।୦୫।୧୯୯୧ ମୃତ୍ୟୁ: ୦୨।୦୨।୨୦୧୬ । କୁଲୁଙ୍ଗ-ଶାସନ, କେନ୍ଦ୍ରାପଡ଼ା । D-42832 [562, 1767, 741, 2076]
registration-bar [1400, 2308, 1414, 2326]
print-registration-marks [0, 2300, 1500, 2335]
obituary-photo [596, 1481, 708, 1623]
story-dharana-body: କଟକ, ୭।୨- ଆଠଟି ଦଫା ଦାବି ନେଇ ଛାତ୍ରଛାତ୍ରୀମାନେ ଅହୋରାତ୍ର ଧାରଣା ଆରମ୍ଭ କରିଛନ୍ତି । ଦାବି ପୂରଣ ନହେଲେ ଆସନ୍ତା ପରୀକ୍ଷା ବର୍ଜନ କରିବେ ବୋଲି ଧମକ ଦେଇଛନ୍ତି । କଲେଜ ପରିସରରେ ମୌଳିକ ସୁବିଧା ଅଭାବ, ଛାତ୍ରାବାସର ଦୁରବସ୍ଥା ଓ ଶିକ୍ଷକ ଅଭାବକୁ ନେଇ ଛାତ୍ରଛାତ୍ରୀମାନେ ଅସନ୍ତୋଷ ବ୍ୟକ୍ତ କରିଛନ୍ତି । ବାରମ୍ବାର ଅଧ୍ୟକ୍ଷଙ୍କୁ ଦାବିପତ୍ର ଦେଇଥିଲେ ମଧ୍ୟ କୌଣସି କାର୍ଯ୍ୟାନୁଷ୍ଠାନ ନିଆଯାଇନାହିଁ । ଫଳରେ ବାଧ୍ୟ ହୋଇ ଛାତ୍ରଛାତ୍ରୀ ଆନ୍ଦୋଳନ ପନ୍ଥା ଆପଣାଇଛନ୍ତି । ଆନ୍ଦୋଳନକାରୀଙ୍କ ସହ ଆଲୋଚନା କରି ସମସ୍ୟାର ସମାଧାନ କରାଯିବ ବୋଲି କଲେଜ କର୍ତ୍ତୃପକ୍ଷ କହିଛନ୍ତି । ଉଚ୍ଚଶିକ୍ଷା ବିଭାଗକୁ ମଧ୍ୟ ଏ ସମ୍ପର୍କରେ ଅବଗତ କରାଯାଇଛି । ଛାତ୍ର ସଂଗଠନ ପକ୍ଷରୁ ଆନ୍ଦୋଳନକୁ ସମର୍ଥନ ଜଣାଯାଇଛି । [760, 1928, 1496, 1998]
groom-photo [585, 573, 653, 665]
list-item: ପତିଆ ବିଦ୍ୟାଳୟରୁ 3.5 km. SC plot 1500 sqft. 5,25,000/-. 9583233434. D-42858 [4, 1507, 184, 1566]
horoscope-signs [1140, 154, 1496, 702]
